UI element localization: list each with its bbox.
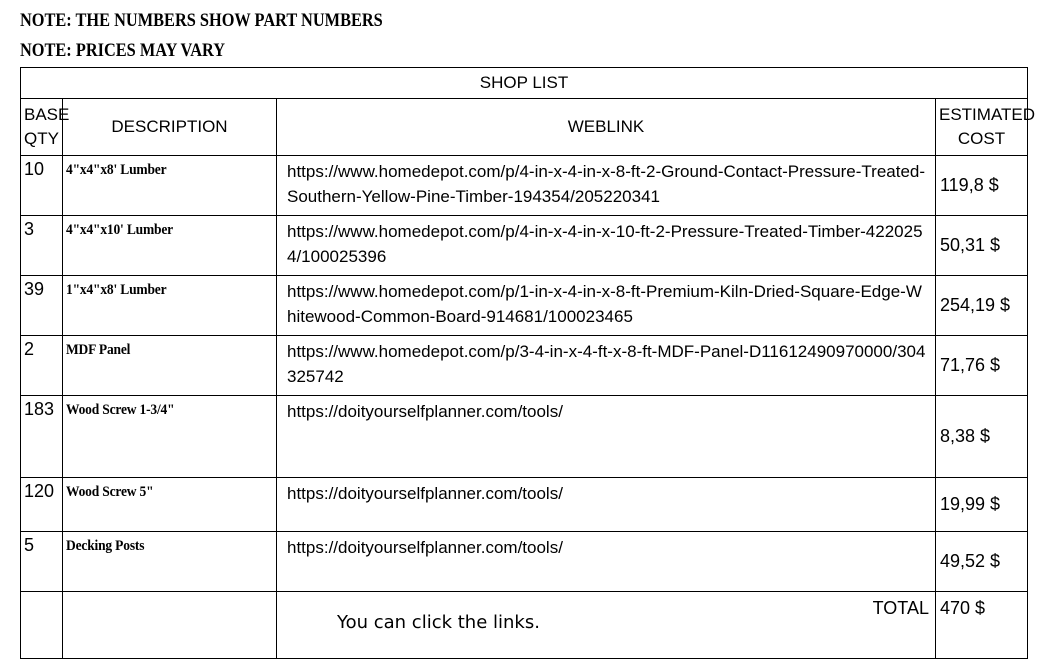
note-prices-vary: NOTE: PRICES MAY VARY xyxy=(20,40,226,61)
row-weblink[interactable]: https://doityourselfplanner.com/tools/ xyxy=(287,484,563,503)
notes-section xyxy=(20,6,442,66)
row-description xyxy=(63,478,277,532)
total-weblink-cell xyxy=(277,592,936,659)
row-weblink[interactable]: https://www.homedepot.com/p/4-in-x-4-in-x-10-ft-2-Pressure-Treated-Timber-4220254/100025396 xyxy=(287,222,923,266)
row-cost: 254,19 $ xyxy=(936,276,1028,336)
total-row xyxy=(21,592,1028,659)
row-qty: 120 xyxy=(21,478,63,532)
header-cost-line2: COST xyxy=(957,129,1006,148)
total-description-empty xyxy=(63,592,277,659)
row-cost: 8,38 $ xyxy=(936,396,1028,478)
table-row xyxy=(21,532,1028,592)
row-description xyxy=(63,216,277,276)
row-description xyxy=(63,336,277,396)
header-cost-line1: ESTIMATED xyxy=(939,105,1036,124)
row-cost: 50,31 $ xyxy=(936,216,1028,276)
row-weblink[interactable]: https://www.homedepot.com/p/3-4-in-x-4-ft-x-8-ft-MDF-Panel-D11612490970000/304325742 xyxy=(287,342,926,386)
shop-list-table xyxy=(20,67,1036,659)
row-weblink-cell xyxy=(277,532,936,592)
header-qty-line1: BASE xyxy=(24,105,70,124)
table-title: SHOP LIST xyxy=(21,68,1028,99)
row-weblink-cell xyxy=(277,396,936,478)
table-row xyxy=(21,156,1028,216)
total-cost: 470 $ xyxy=(936,592,1028,659)
table-row xyxy=(21,336,1028,396)
row-description-text: 4"x4"x10' Lumber xyxy=(66,222,173,238)
row-qty: 2 xyxy=(21,336,63,396)
header-qty-line2: QTY xyxy=(24,129,59,148)
row-qty: 3 xyxy=(21,216,63,276)
row-weblink[interactable]: https://www.homedepot.com/p/1-in-x-4-in-x-8-ft-Premium-Kiln-Dried-Square-Edge-Whitewood-Common-Board-914681/100023465 xyxy=(287,282,922,326)
row-description-text: Wood Screw 5" xyxy=(66,484,154,500)
row-description-text: MDF Panel xyxy=(66,342,131,358)
row-weblink[interactable]: https://doityourselfplanner.com/tools/ xyxy=(287,538,563,557)
row-description-text: 4"x4"x8' Lumber xyxy=(66,162,167,178)
total-qty-empty xyxy=(21,592,63,659)
header-weblink: WEBLINK xyxy=(277,99,936,156)
header-estimated-cost xyxy=(936,99,1036,156)
table-header-row xyxy=(21,99,1028,156)
note-part-numbers: NOTE: THE NUMBERS SHOW PART NUMBERS xyxy=(20,10,383,31)
row-description xyxy=(63,276,277,336)
row-cost: 71,76 $ xyxy=(936,336,1028,396)
table-row xyxy=(21,216,1028,276)
row-qty: 39 xyxy=(21,276,63,336)
table-title-row xyxy=(21,68,1028,99)
row-qty: 5 xyxy=(21,532,63,592)
table-row xyxy=(21,478,1028,532)
row-description-text: Decking Posts xyxy=(66,538,145,554)
click-links-note: You can click the links. xyxy=(337,612,540,633)
row-description xyxy=(63,156,277,216)
header-description: DESCRIPTION xyxy=(63,99,277,156)
row-weblink[interactable]: https://doityourselfplanner.com/tools/ xyxy=(287,402,563,421)
row-description xyxy=(63,396,277,478)
row-qty: 10 xyxy=(21,156,63,216)
row-weblink-cell xyxy=(277,336,936,396)
row-description xyxy=(63,532,277,592)
row-weblink-cell xyxy=(277,156,936,216)
row-weblink-cell xyxy=(277,276,936,336)
table-row xyxy=(21,396,1028,478)
row-description-text: Wood Screw 1-3/4" xyxy=(66,402,175,418)
row-weblink-cell xyxy=(277,216,936,276)
table-row xyxy=(21,276,1028,336)
row-weblink-cell xyxy=(277,478,936,532)
row-weblink[interactable]: https://www.homedepot.com/p/4-in-x-4-in-x-8-ft-2-Ground-Contact-Pressure-Treated-Southern-Yellow-Pine-Timber-194354/205220341 xyxy=(287,162,926,206)
row-cost: 19,99 $ xyxy=(936,478,1028,532)
total-label: TOTAL xyxy=(872,598,929,618)
row-cost: 49,52 $ xyxy=(936,532,1028,592)
row-description-text: 1"x4"x8' Lumber xyxy=(66,282,167,298)
header-base-qty xyxy=(21,99,70,156)
row-qty: 183 xyxy=(21,396,63,478)
row-cost: 119,8 $ xyxy=(936,156,1028,216)
